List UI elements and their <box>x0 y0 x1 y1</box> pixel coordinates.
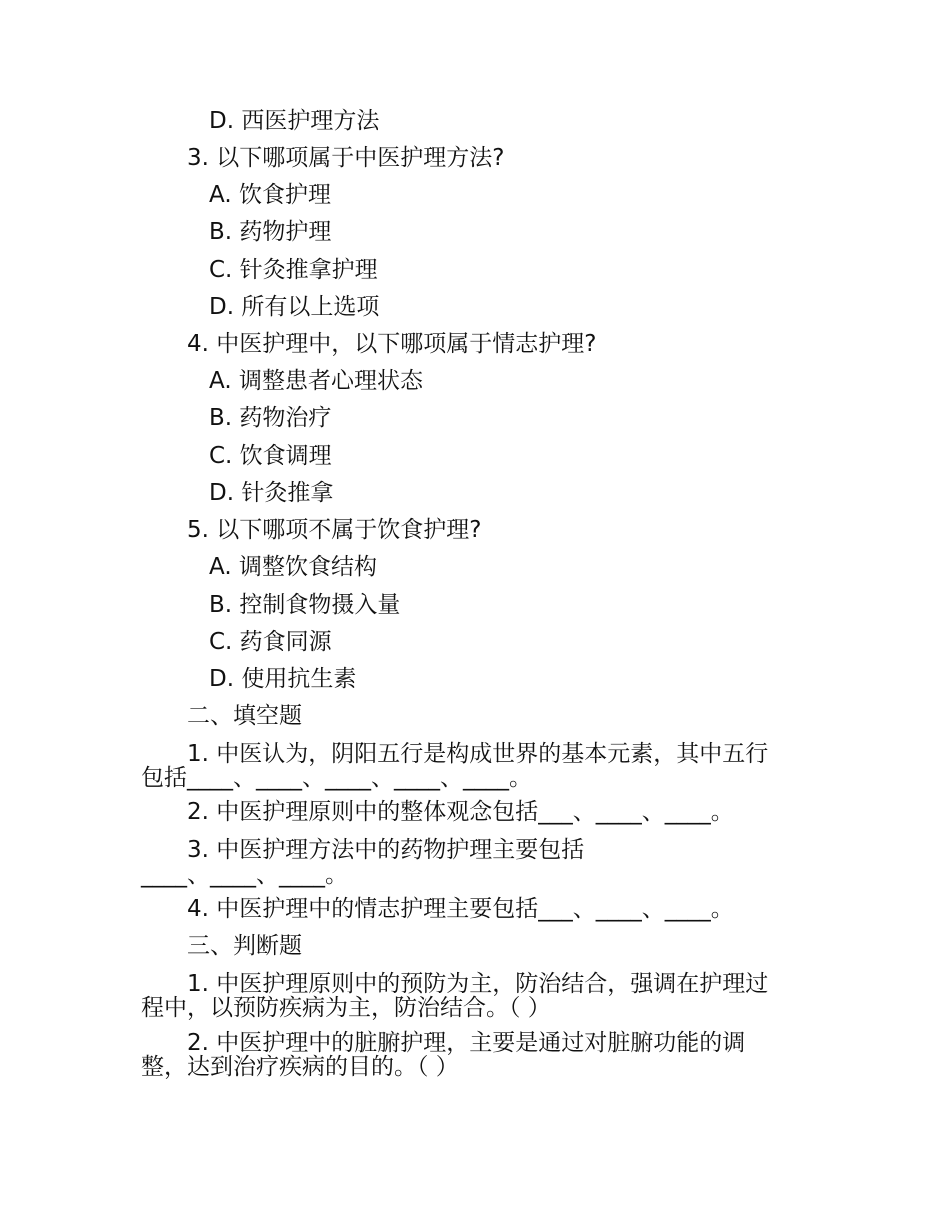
fill-item-3-line2: ____、____、____。 <box>141 862 348 888</box>
judge-item-1-line1: 1. 中医护理原则中的预防为主，防治结合，强调在护理过 <box>187 971 769 997</box>
q2-option-d: D. 西医护理方法 <box>209 108 380 134</box>
q4-option-b: B. 药物治疗 <box>209 405 332 431</box>
q5-option-c: C. 药食同源 <box>209 629 332 655</box>
judge-item-2-line2: 整，达到治疗疾病的目的。（ ） <box>141 1054 459 1080</box>
q3-option-a: A. 饮食护理 <box>209 182 331 208</box>
fill-item-2: 2. 中医护理原则中的整体观念包括___、____、____。 <box>187 799 734 825</box>
q3-question: 3. 以下哪项属于中医护理方法? <box>187 145 505 171</box>
judge-item-2-line1: 2. 中医护理中的脏腑护理，主要是通过对脏腑功能的调 <box>187 1030 746 1056</box>
q5-option-d: D. 使用抗生素 <box>209 666 357 692</box>
fill-item-3-line1: 3. 中医护理方法中的药物护理主要包括 <box>187 837 585 863</box>
section2-heading: 二、填空题 <box>187 703 302 729</box>
fill-item-4: 4. 中医护理中的情志护理主要包括___、____、____。 <box>187 896 734 922</box>
q5-option-b: B. 控制食物摄入量 <box>209 592 401 618</box>
q4-question: 4. 中医护理中，以下哪项属于情志护理? <box>187 331 597 357</box>
q5-question: 5. 以下哪项不属于饮食护理? <box>187 517 482 543</box>
judge-item-1-line2: 程中，以预防疾病为主，防治结合。（ ） <box>141 995 551 1021</box>
section3-heading: 三、判断题 <box>187 933 302 959</box>
q3-option-d: D. 所有以上选项 <box>209 294 380 320</box>
q5-option-a: A. 调整饮食结构 <box>209 554 377 580</box>
q4-option-a: A. 调整患者心理状态 <box>209 368 423 394</box>
q3-option-b: B. 药物护理 <box>209 219 332 245</box>
q4-option-d: D. 针灸推拿 <box>209 480 334 506</box>
fill-item-1-line2: 包括____、____、____、____、____。 <box>141 765 532 791</box>
q3-option-c: C. 针灸推拿护理 <box>209 257 378 283</box>
fill-item-1-line1: 1. 中医认为，阴阳五行是构成世界的基本元素，其中五行 <box>187 741 769 767</box>
q4-option-c: C. 饮食调理 <box>209 443 332 469</box>
